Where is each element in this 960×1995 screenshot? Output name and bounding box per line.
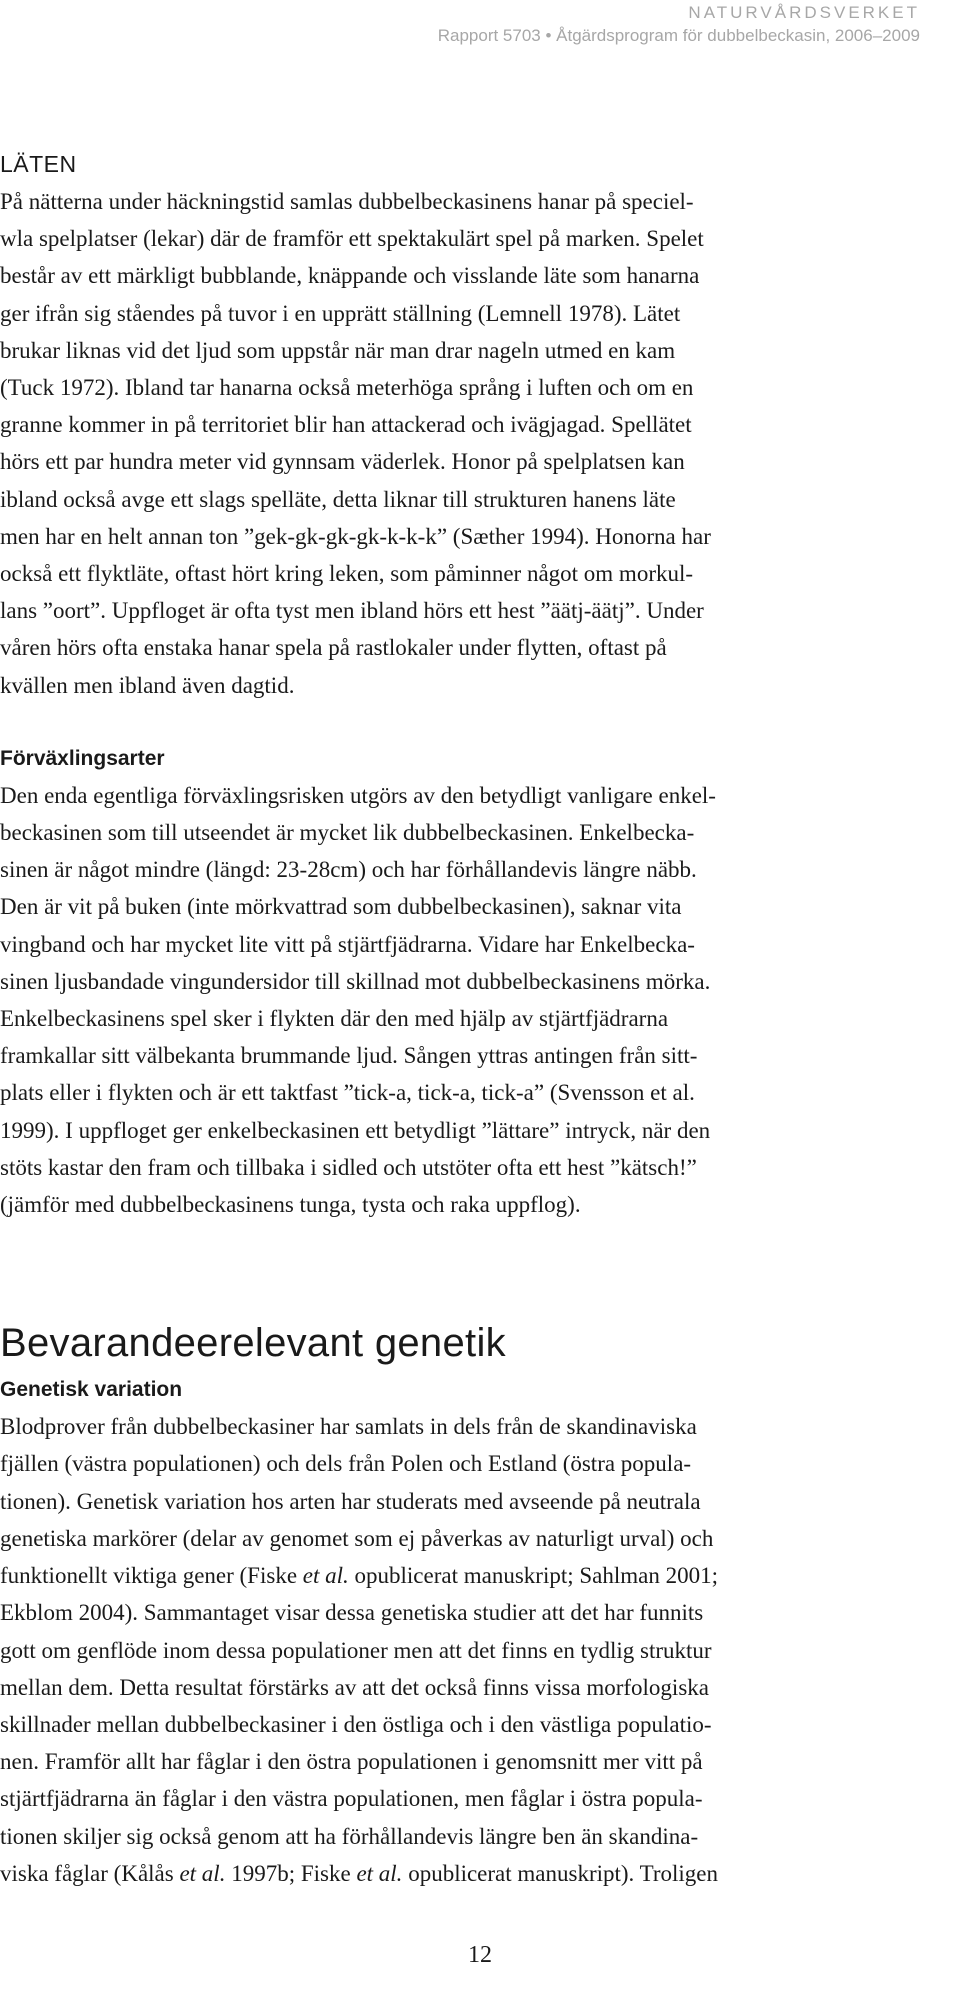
text-line: kvällen men ibland även dagtid. <box>0 672 295 698</box>
text-line: skillnader mellan dubbelbeckasiner i den östliga och i den västliga populatio- <box>0 1711 712 1737</box>
text-line: Den enda egentliga förväxlingsrisken utgörs av den betydligt vanligare enkel- <box>0 782 716 808</box>
text-line: plats eller i flykten och är ett taktfast ”tick-a, tick-a, tick-a” (Svensson et al. <box>0 1080 695 1106</box>
text-line: Enkelbeckasinens spel sker i flykten där den med hjälp av stjärtfjädrarna <box>0 1006 669 1032</box>
section-heading-genetisk-variation: Genetisk variation <box>0 1378 183 1402</box>
text-line: består av ett märkligt bubblande, knäppande och visslande läte som hanarna <box>0 263 700 289</box>
chapter-title: Bevarandeerelevant genetik <box>0 1321 506 1366</box>
page-content <box>0 146 960 1892</box>
text-line: På nätterna under häckningstid samlas dubbelbeckasinens hanar på speciel- <box>0 189 694 214</box>
spacer <box>0 1223 960 1315</box>
header-report-title: Rapport 5703 • Åtgärdsprogram för dubbelbeckasin, 2006–2009 <box>437 26 920 45</box>
running-header <box>360 0 920 48</box>
text-line: ibland också avge ett slags spelläte, detta liknar till strukturen hanens läte <box>0 486 676 512</box>
text-line: också ett flyktläte, oftast hört kring leken, som påminner något om morkul- <box>0 561 694 587</box>
line-text: viska fåglar (Kålås <box>0 1860 180 1886</box>
paragraph-laten <box>0 183 960 704</box>
text-line: wla spelplatser (lekar) där de framför ett spektakulärt spel på marken. Spelet <box>0 226 704 252</box>
line-text: opublicerat manuskript; Sahlman 2001; <box>348 1563 718 1589</box>
text-line: vingband och har mycket lite vitt på stjärtfjädrarna. Vidare har Enkelbecka- <box>0 931 695 957</box>
text-line: gott om genflöde inom dessa populationer men att det finns en tydlig struktur <box>0 1637 712 1663</box>
text-line: 1999). I uppfloget ger enkelbeckasinen ett betydligt ”lättare” intryck, när den <box>0 1117 711 1143</box>
text-line: våren hörs ofta enstaka hanar spela på rastlokaler under flytten, oftast på <box>0 635 667 661</box>
section-heading-laten: LÄTEN <box>0 151 77 177</box>
text-line: framkallar sitt välbekanta brummande ljud. Sången yttras antingen från sitt- <box>0 1043 698 1069</box>
text-line: Den är vit på buken (inte mörkvattrad som dubbelbeckasinen), saknar vita <box>0 894 682 920</box>
text-line: tionen skiljer sig också genom att ha förhållandevis längre ben än skandina- <box>0 1823 699 1849</box>
italic-citation: et al. <box>356 1860 403 1886</box>
text-line: Ekblom 2004). Sammantaget visar dessa genetiska studier att det har funnits <box>0 1600 704 1626</box>
text-line: nen. Framför allt har fåglar i den östra populationen i genomsnitt mer vitt på <box>0 1749 703 1775</box>
spacer <box>0 704 960 740</box>
text-line: stöts kastar den fram och tillbaka i sidled och utstöter ofta ett hest ”kätsch!” <box>0 1154 697 1180</box>
text-line: sinen ljusbandade vingundersidor till skillnad mot dubbelbeckasinens mörka. <box>0 968 711 994</box>
text-line: Blodprover från dubbelbeckasiner har samlats in dels från de skandinaviska <box>0 1414 697 1440</box>
section-heading-forvaxlingsarter: Förväxlingsarter <box>0 746 165 770</box>
italic-citation: et al. <box>179 1860 226 1886</box>
text-line: mellan dem. Detta resultat förstärks av att det också finns vissa morfologiska <box>0 1674 709 1700</box>
text-line: hörs ett par hundra meter vid gynnsam väderlek. Honor på spelplatsen kan <box>0 449 685 475</box>
italic-citation: et al. <box>302 1563 349 1589</box>
text-line: granne kommer in på territoriet blir han attackerad och ivägjagad. Spellätet <box>0 412 692 438</box>
line-text: funktionellt viktiga gener (Fiske <box>0 1563 303 1589</box>
text-line: stjärtfjädrarna än fåglar i den västra populationen, men fåglar i östra popula- <box>0 1786 703 1812</box>
page-number: 12 <box>468 1942 492 1968</box>
text-line: brukar liknas vid det ljud som uppstår när man drar nageln utmed en kam <box>0 337 676 363</box>
line-text: 1997b; Fiske <box>225 1860 357 1886</box>
text-line: (Tuck 1972). Ibland tar hanarna också meterhöga språng i luften och om en <box>0 375 694 401</box>
text-line: genetiska markörer (delar av genomet som ej påverkas av naturligt urval) och <box>0 1525 714 1551</box>
text-line <box>0 1557 960 1594</box>
paragraph-genetisk-variation <box>0 1408 960 1892</box>
text-line: tionen). Genetisk variation hos arten har studerats med avseende på neutrala <box>0 1488 701 1514</box>
text-line <box>0 1855 960 1892</box>
paragraph-forvaxlingsarter <box>0 777 960 1223</box>
text-line: fjällen (västra populationen) och dels från Polen och Estland (östra popula- <box>0 1451 692 1477</box>
text-line: lans ”oort”. Uppfloget är ofta tyst men ibland hörs ett hest ”äätj-äätj”. Under <box>0 598 704 624</box>
line-text: opublicerat manuskript). Troligen <box>402 1860 719 1886</box>
text-line: beckasinen som till utseendet är mycket lik dubbelbeckasinen. Enkelbecka- <box>0 820 695 846</box>
text-line: men har en helt annan ton ”gek-gk-gk-gk-k-k-k” (Sæther 1994). Honorna har <box>0 523 711 549</box>
header-organization: NATURVÅRDSVERKET <box>688 3 920 22</box>
text-line: sinen är något mindre (längd: 23-28cm) och har förhållandevis längre näbb. <box>0 857 697 883</box>
text-line: (jämför med dubbelbeckasinens tunga, tysta och raka uppflog). <box>0 1192 581 1218</box>
text-line: ger ifrån sig ståendes på tuvor i en upprätt ställning (Lemnell 1978). Lätet <box>0 300 681 326</box>
